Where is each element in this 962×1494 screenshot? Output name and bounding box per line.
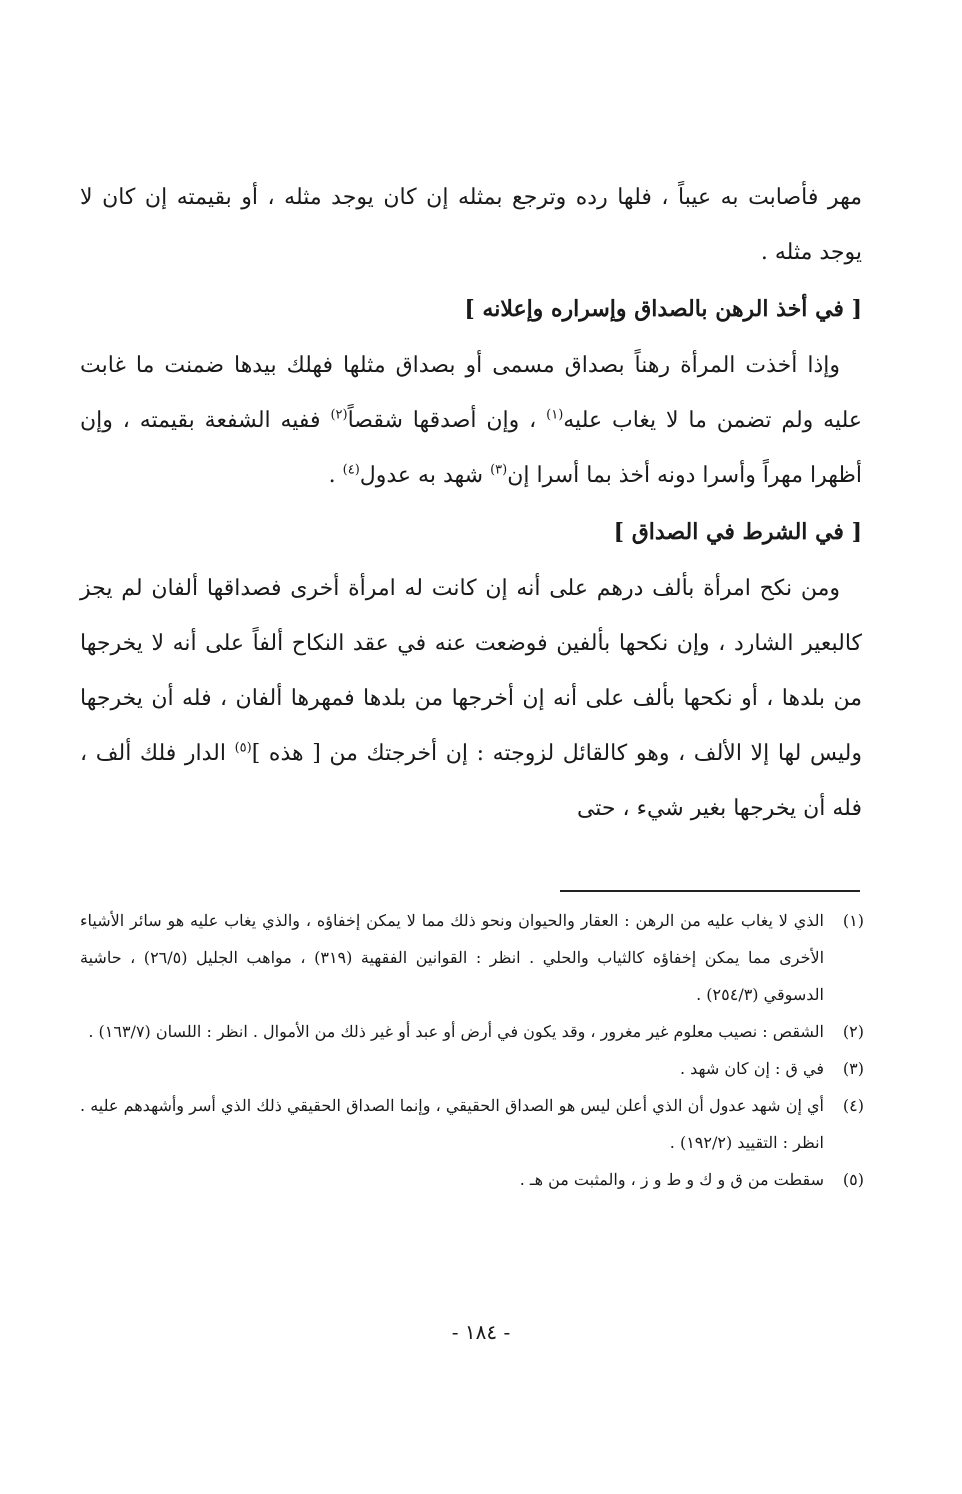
footnote-text: سقطت من ق و ك و ط و ز ، والمثبت من هـ . <box>519 1170 824 1189</box>
footnote-text: الذي لا يغاب عليه من الرهن : العقار والحيوان ونحو ذلك مما لا يمكن إخفاؤه ، والذي يغاب عليه هو سائر الأشياء الأخرى مما يمكن إخفاؤه كالثياب والحلي . انظر : القوانين الفقهية (٣١٩) ، مواهب الجليل (٢٦/٥) ، حاشية الدسوقي (٢٥٤/٣) . <box>80 911 825 1004</box>
footnote-ref-5[interactable]: (٥) <box>234 740 252 756</box>
footnote-ref-4[interactable]: (٤) <box>342 462 360 478</box>
paragraph-1 <box>80 170 862 280</box>
paragraph-2-part-d: شهد به عدول <box>359 463 491 488</box>
footnotes <box>80 902 864 1198</box>
page-number: - ١٨٤ - <box>451 1320 511 1344</box>
footnote-number: (٣) <box>842 1059 864 1078</box>
footnote-text: أي إن شهد عدول أن الذي أعلن ليس هو الصداق الحقيقي ، وإنما الصداق الحقيقي ذلك الذي أسر وأشهدهم عليه . انظر : التقييد (١٩٢/٢) . <box>80 1096 824 1152</box>
paragraph-3-part-b: الدار فلك ألف ، فله أن يخرجها بغير شيء ، حتى <box>80 741 862 821</box>
footnote-text: في ق : إن كان شهد . <box>679 1059 824 1078</box>
footnote-item <box>80 1161 864 1198</box>
paragraph-2-part-a: وإذا أخذت المرأة رهناً بصداق مسمى أو بصداق مثلها فهلك بيدها ضمنت ما غابت عليه ولم تضمن ما لا يغاب عليه <box>80 353 863 433</box>
footnote-number: (١) <box>842 911 864 930</box>
paragraph-3 <box>80 561 862 836</box>
section-heading-rahn: [ في أخذ الرهن بالصداق وإسراره وإعلانه ] <box>464 296 862 322</box>
paragraph-3-part-a: ومن نكح امرأة بألف درهم على أنه إن كانت له امرأة أخرى فصداقها ألفان لم يجز كالبعير الشارد ، وإن نكحها بألفين فوضعت عنه في عقد النكاح ألفاً على أنه لا يخرجها من بلدها ، أو نكحها بألف على أنه إن أخرجها من بلدها فمهرها ألفان ، فله أن يخرجها وليس لها إلا الألف ، وهو كالقائل لزوجته : إن أخرجتك من [ هذه ] <box>80 576 862 766</box>
footnote-ref-1[interactable]: (١) <box>546 407 564 423</box>
footnote-item <box>80 1013 864 1050</box>
footnote-text: الشقص : نصيب معلوم غير مغرور ، وقد يكون في أرض أو عبد أو غير ذلك من الأموال . انظر : اللسان (١٦٣/٧) . <box>88 1022 824 1041</box>
paragraph-2-part-c: ففيه الشفعة بقيمته ، وإن أظهرا مهراً وأسرا دونه أخذ بما أسرا إن <box>80 408 862 488</box>
paragraph-2-part-b: ، وإن أصدقها شقصاً <box>347 408 547 433</box>
footnote-item <box>80 1087 864 1161</box>
paragraph-2 <box>80 338 862 503</box>
paragraph-2-part-e: . <box>328 463 343 488</box>
main-text <box>80 170 862 836</box>
footnote-number: (٤) <box>842 1096 864 1115</box>
footnote-ref-3[interactable]: (٣) <box>490 462 508 478</box>
footnote-separator <box>560 890 860 892</box>
footnote-number: (٥) <box>842 1170 864 1189</box>
footnote-item <box>80 1050 864 1087</box>
footnote-item <box>80 902 864 1013</box>
paragraph-1-text: مهر فأصابت به عيباً ، فلها رده وترجع بمثله إن كان يوجد مثله ، أو بقيمته إن كان لا يوجد مثله . <box>80 185 862 265</box>
section-heading-shart: [ في الشرط في الصداق ] <box>613 519 862 545</box>
footnote-number: (٢) <box>842 1022 864 1041</box>
footnote-ref-2[interactable]: (٢) <box>330 407 348 423</box>
